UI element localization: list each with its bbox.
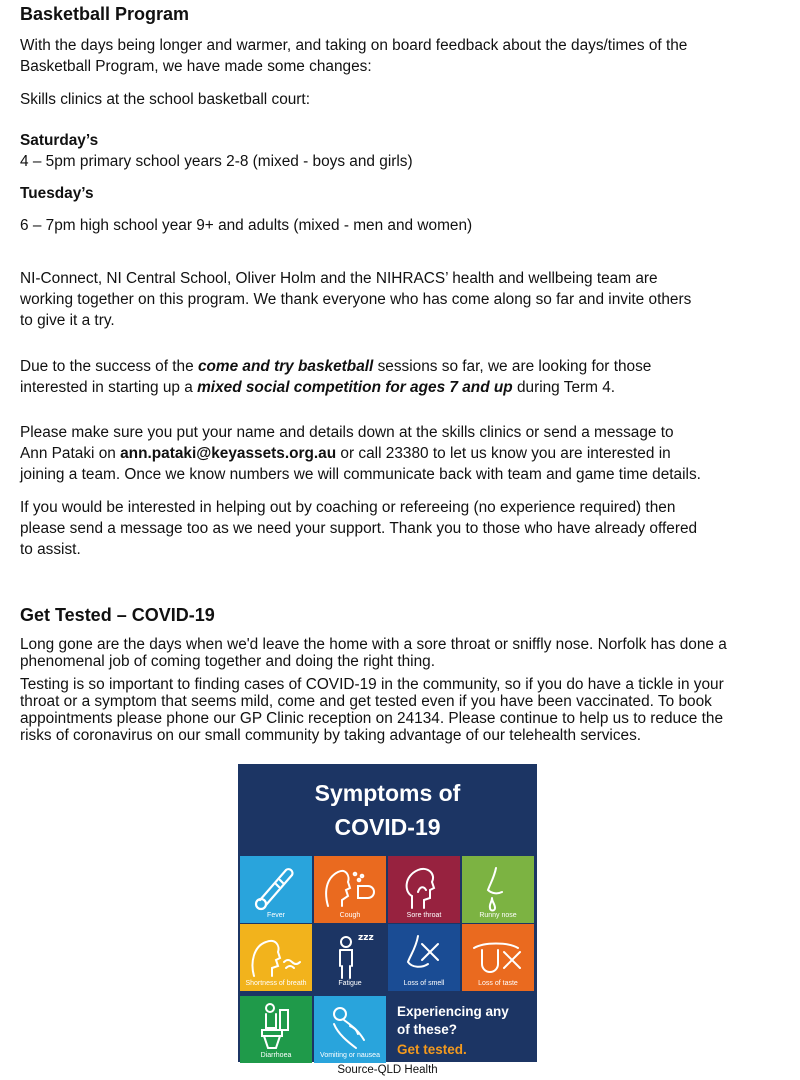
help-paragraph: If you would be interested in helping out by coaching or refereeing (no experience required) then please send a message too as we need your support. Thank you to those who have already offered to assist.	[20, 499, 698, 558]
covid-paragraph-2: Testing is so important to finding cases of COVID-19 in the community, so if you do have a tickle in your throat or a symptom that seems mild, come and get tested even if you have been vaccinated. To book appointments please phone our GP Clinic reception on 24134. Please continue to help us to reduce the risks of coronavirus on our small community by taking advantage of our telehealth services.	[20, 676, 724, 744]
tile-fever: Fever	[240, 856, 312, 923]
tile-shortness-of-breath: Shortness of breath	[240, 924, 312, 991]
svg-text:zzz: zzz	[358, 933, 374, 943]
come-and-try-emphasis: come and try basketball	[197, 358, 374, 375]
tuesday-detail: 6 – 7pm high school year 9+ and adults (mixed - men and women)	[20, 217, 473, 234]
competition-emphasis: mixed social competition for ages 7 and up	[197, 379, 513, 396]
tile-diarrhoea: Diarrhoea	[240, 996, 312, 1063]
poster-title: Symptoms of COVID-19	[314, 780, 461, 840]
poster-source-caption: Source-QLD Health	[337, 1064, 438, 1076]
partners-paragraph: NI-Connect, NI Central School, Oliver Holm and the NIHRACS’ health and wellbeing team are working together on this program. We thank everyone who has come along so far and invite others to give it a try.	[20, 270, 692, 329]
covid-heading: Get Tested – COVID-19	[20, 605, 215, 625]
tile-vomiting: Vomiting or nausea	[314, 996, 386, 1063]
tile-fatigue: zzz Fatigue	[314, 924, 386, 991]
details-paragraph: Please make sure you put your name and details down at the skills clinics or send a message to Ann Pataki on ann.pataki@keyassets.org.au or call 23380 to let us know you are interested in joining a team. Once we know numbers we will communicate back with team and game time details.	[20, 424, 701, 483]
covid-paragraph-1: Long gone are the days when we'd leave the home with a sore throat or sniffly nose. Norfolk has done a phenomenal job of coming together and doing the right thing.	[20, 636, 727, 670]
success-paragraph: Due to the success of the come and try basketball sessions so far, we are looking for those interested in starting up a mixed social competition for ages 7 and up during Term 4.	[20, 358, 652, 396]
saturday-detail: 4 – 5pm primary school years 2-8 (mixed - boys and girls)	[20, 153, 413, 170]
tile-runny-nose: Runny nose	[462, 856, 534, 923]
get-tested-callout: Experiencing any of these? Get tested.	[388, 996, 536, 1062]
tile-loss-of-smell: Loss of smell	[388, 924, 460, 991]
basketball-intro: With the days being longer and warmer, and taking on board feedback about the days/times of the Basketball Program, we have made some changes:	[20, 37, 688, 75]
tile-loss-of-taste: Loss of taste	[462, 924, 534, 991]
covid-symptoms-poster	[238, 764, 537, 1062]
tile-cough: Cough	[314, 856, 386, 923]
tuesday-label: Tuesday’s	[20, 185, 94, 202]
contact-email-link[interactable]: ann.pataki@keyassets.org.au	[120, 445, 337, 462]
basketball-heading: Basketball Program	[20, 4, 190, 24]
tile-sore-throat: Sore throat	[388, 856, 460, 923]
saturday-label: Saturday’s	[20, 132, 99, 149]
clinics-line: Skills clinics at the school basketball court:	[20, 91, 310, 108]
